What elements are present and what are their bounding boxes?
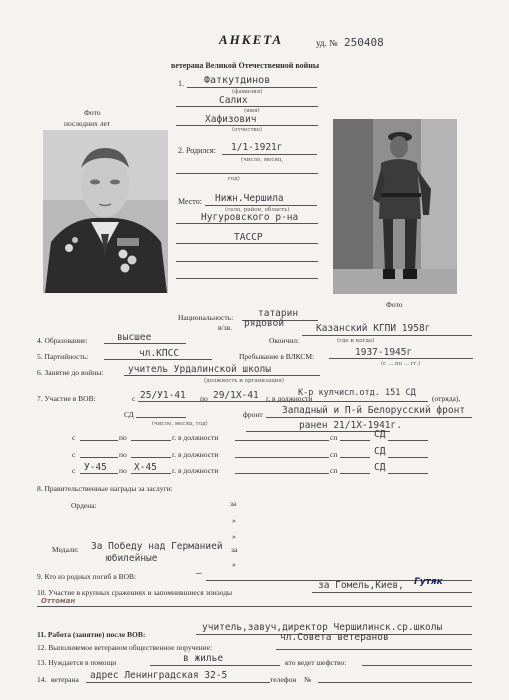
name-hint: (имя): [244, 108, 260, 114]
born-line: [222, 154, 317, 155]
finished-hint: (где и когда): [337, 338, 375, 344]
row2-from-line: [80, 457, 118, 458]
row1-from-prefix: с: [72, 433, 76, 442]
social-value: чл.Совета ветеранов: [280, 632, 389, 643]
row3-position-line: [235, 473, 329, 474]
address-value: адрес Ленинградская 32-5: [90, 670, 228, 681]
row1-sd-label: СД: [374, 429, 386, 440]
phone-line: [318, 682, 472, 683]
place-line-3: [176, 243, 318, 244]
wounded-line: [246, 431, 390, 432]
patron-line: [362, 665, 472, 666]
education-value: высшее: [117, 332, 152, 343]
address-number: 14.: [37, 675, 47, 684]
front-value: Западный и П-й Белорусский фронт: [282, 405, 466, 416]
prewar-line: [124, 375, 320, 376]
ww-from-prefix: с: [132, 394, 136, 403]
row2-sp-line: [340, 457, 370, 458]
row1-to-prefix: по: [119, 433, 127, 442]
row3-sp-line: [340, 473, 370, 474]
ww-unit-hint: (отряда),: [432, 394, 461, 403]
awards-label: 8. Правительственные награды за заслуги:: [37, 484, 173, 493]
row3-to-line: [131, 473, 171, 474]
wartime-portrait-photo: [333, 119, 457, 294]
surname-value: Фаткутдинов: [204, 75, 271, 86]
patronymic-value: Хафизович: [205, 114, 257, 125]
phone-label: телефон: [270, 675, 297, 684]
party-label: 5. Партийность:: [37, 352, 89, 361]
place-value-3: ТАССР: [234, 232, 263, 243]
row2-sp-label: сп: [330, 450, 338, 459]
row2-position-label: г. в должности: [172, 450, 219, 459]
row3-sd-line: [388, 473, 428, 474]
row2-sd-label: СД: [374, 446, 386, 457]
patronymic-hint: (отчество): [232, 127, 263, 133]
orders-quote-1: »: [232, 516, 236, 525]
medal-za: за: [231, 545, 238, 554]
rank-value: рядовой: [244, 318, 285, 329]
sd-line: [136, 417, 186, 418]
battles-label: 10. Участие в крупных сражениях и запомнившиеся эпизоды: [37, 588, 233, 597]
medal-value-1: За Победу над Германией: [91, 541, 223, 552]
medals-label: Медали:: [52, 545, 79, 554]
finished-line: [302, 335, 472, 336]
ww-to-value: 29/1Х-41: [213, 390, 259, 401]
nationality-value: татарин: [258, 308, 299, 319]
ww-to-prefix: по: [200, 394, 208, 403]
row1-sp-line: [340, 440, 370, 441]
year-hint: год): [228, 176, 240, 182]
vlksm-label: Пребывание в ВЛКСМ:: [239, 352, 315, 361]
row3-from-prefix: с: [72, 466, 76, 475]
finished-value: Казанский КГПИ 1958г: [316, 323, 431, 334]
education-line: [104, 343, 186, 344]
front-line: [266, 417, 472, 418]
postwar-value: учитель,завуч,директор Чершилинск.ср.школы: [202, 622, 443, 633]
row2-sd-line: [388, 457, 428, 458]
row1-from-line: [80, 440, 118, 441]
orders-za-1: за: [230, 499, 237, 508]
relatives-value: –: [196, 568, 202, 579]
cert-prefix: уд. №: [316, 38, 338, 48]
medal-value-2: юбилейные: [106, 553, 158, 564]
place-hint: (село, район, область): [225, 207, 290, 213]
relatives-label: 9. Кто из родных погиб в ВОВ:: [37, 572, 137, 581]
photo-label-line2: последних лет: [64, 119, 111, 128]
ww-from-value: 25/У1-41: [140, 390, 186, 401]
place-line-5: [176, 278, 318, 279]
vlksm-line: [329, 358, 473, 359]
help-label: 13. Нуждается в помощи: [37, 658, 117, 667]
row1-to-line: [131, 440, 171, 441]
row1-position-label: г. в должности: [172, 433, 219, 442]
party-value: чл.КПСС: [139, 348, 180, 359]
phone-value: №: [304, 675, 312, 684]
ww-unit-value: К-р кулчисл.отд. 151 СД: [298, 388, 416, 398]
place-line-2: [176, 223, 318, 224]
recent-portrait-image: [43, 130, 168, 293]
rank-label: в/зв.: [218, 323, 233, 332]
row3-sd-label: СД: [374, 462, 386, 473]
row1-position-line: [235, 440, 329, 441]
row1-sp-label: сп: [330, 433, 338, 442]
place-value-2: Нугуровского р-на: [201, 212, 299, 223]
postwar-label: 11. Работа (занятие) после ВОВ:: [37, 630, 146, 639]
place-value-1: Нижн.Чершила: [215, 193, 284, 204]
row3-to-value: Х-45: [134, 462, 157, 473]
help-value: в жилье: [183, 653, 224, 664]
row3-to-prefix: по: [119, 466, 127, 475]
patron-label: кто ведет шефство:: [285, 658, 347, 667]
row3-from-line: [80, 473, 118, 474]
row2-from-prefix: с: [72, 450, 76, 459]
nationality-label: Национальность:: [178, 313, 234, 322]
orders-quote-2: »: [232, 532, 236, 541]
ww-line: [138, 401, 428, 402]
born-label: 2. Родился:: [178, 146, 216, 155]
help-line: [150, 665, 280, 666]
social-line: [276, 649, 472, 650]
battles-line-2: [37, 606, 472, 607]
battles-line-1: [312, 592, 472, 593]
name-value: Салих: [219, 95, 248, 106]
medals-quote: »: [232, 560, 236, 569]
prewar-hint: (должность и организация): [204, 378, 285, 384]
finished-label: Окончил:: [269, 336, 300, 345]
place-line-4: [176, 261, 318, 262]
ww-label: 7. Участие в ВОВ:: [37, 394, 96, 403]
battles-handwritten: Гутяк: [414, 577, 443, 587]
cert-number: 250408: [344, 36, 384, 49]
row3-from-value: У-45: [84, 462, 107, 473]
wartime-photo-label: Фото: [386, 300, 403, 309]
row2-position-line: [235, 457, 329, 458]
social-label: 12. Выполняемое ветераном общественное поручение:: [37, 643, 213, 652]
wartime-portrait-image: [333, 119, 457, 294]
born-hint: (число, месяц,: [241, 157, 284, 163]
ww-date-hint: (число, месяц, год): [152, 421, 208, 427]
form-title: АНКЕТА: [219, 32, 284, 47]
ww-in-position-label: г. в должности: [266, 394, 313, 403]
vlksm-hint: (с ... по ... гг.): [381, 361, 421, 367]
born-date-value: 1/1-1921г: [231, 142, 283, 153]
prewar-label: 6. Занятие до войны:: [37, 368, 104, 377]
address-line: [86, 682, 270, 683]
party-line: [104, 359, 212, 360]
row1-sd-line: [388, 440, 428, 441]
surname-hint: (фамилия): [232, 89, 263, 95]
address-label: ветерана: [51, 675, 79, 684]
battles-value: за Гомель,Киев,: [318, 580, 404, 591]
item-number-1: 1.: [178, 79, 184, 88]
vlksm-value: 1937-1945г: [355, 347, 413, 358]
wounded-value: ранен 21/1Х-1941г.: [299, 420, 402, 431]
orders-label: Ордена:: [71, 501, 97, 510]
row2-to-line: [131, 457, 171, 458]
row3-sp-label: сп: [330, 466, 338, 475]
born-year-line: [176, 173, 318, 174]
row2-to-prefix: по: [119, 450, 127, 459]
recent-portrait-photo: [43, 130, 168, 293]
form-subtitle: ветерана Великой Отечественной войны: [171, 61, 320, 70]
place-label: Место:: [178, 197, 202, 206]
prewar-value: учитель Урдалинской школы: [128, 364, 271, 375]
education-label: 4. Образование:: [37, 336, 88, 345]
photo-label-line1: Фото: [84, 108, 101, 117]
battles-handwritten-2: Оттоман: [41, 597, 76, 605]
sd-label: СД: [124, 410, 134, 419]
row3-position-label: г. в должности: [172, 466, 219, 475]
front-label: фронт: [243, 410, 263, 419]
